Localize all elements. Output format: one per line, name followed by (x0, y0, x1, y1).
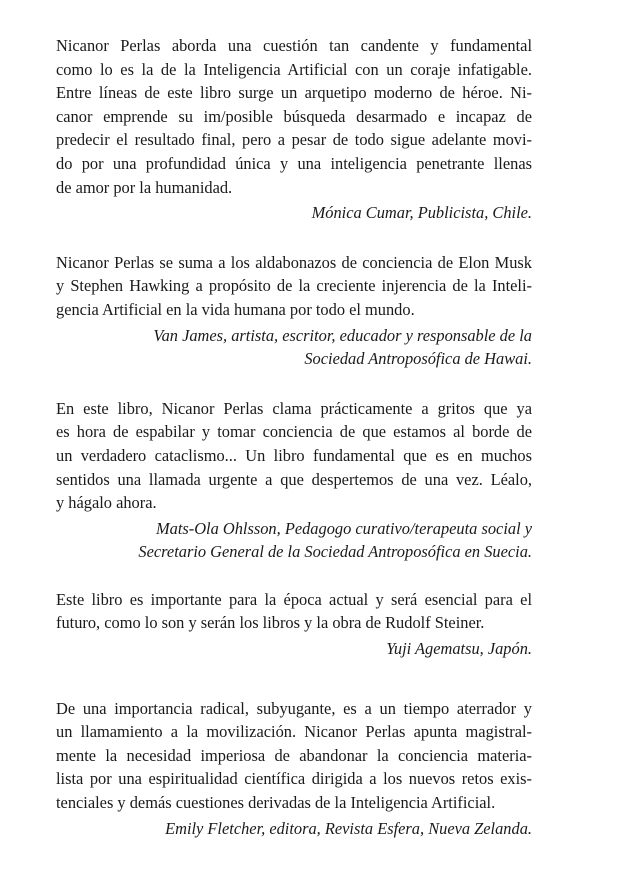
testimonial-quote (56, 397, 532, 515)
testimonial-quote (56, 697, 532, 815)
quote-line: gencia Artificial en la vida humana por todo el mundo. (56, 299, 415, 319)
attribution-line: Sociedad Antroposófica de Hawai. (304, 349, 532, 369)
testimonial-quote (56, 251, 532, 322)
testimonial-james (56, 251, 532, 371)
testimonial-quote (56, 34, 532, 199)
quote-line: y Stephen Hawking a propósito de la creciente injerencia de la Inteli- (56, 276, 532, 296)
quote-line: mente la necesidad imperiosa de abandonar la conciencia materia- (56, 745, 532, 765)
attribution-line: Mats-Ola Ohlsson, Pedagogo curativo/terapeuta social y (155, 518, 532, 538)
quote-line: sentidos una llamada urgente a que despertemos de una vez. Léalo, (56, 469, 532, 489)
testimonial-attribution (56, 201, 532, 225)
testimonial-attribution (56, 637, 532, 661)
quote-line: Nicanor Perlas aborda una cuestión tan candente y fundamental (56, 36, 532, 55)
testimonial-attribution (56, 817, 532, 841)
quote-line: En este libro, Nicanor Perlas clama prácticamente a gritos que ya (56, 398, 532, 418)
testimonial-cumar (56, 34, 532, 225)
quote-line: como lo es la de la Inteligencia Artificial con un coraje infatigable. (56, 59, 532, 79)
quote-line: tenciales y demás cuestiones derivadas de la Inteligencia Artificial. (56, 793, 496, 813)
quote-line: lista por una espiritualidad científica dirigida a los nuevos retos exis- (56, 769, 532, 789)
quote-line: Este libro es importante para la época actual y será esencial para el (56, 589, 532, 609)
quote-line: canor emprende su im/posible búsqueda desarmado e incapaz de (56, 106, 532, 126)
quote-line: Nicanor Perlas se suma a los aldabonazos de conciencia de Elon Musk (56, 252, 532, 272)
attribution-line: Emily Fletcher, editora, Revista Esfera, Nueva Zelanda. (165, 818, 532, 838)
quote-line: predecir el resultado final, pero a pesar de todo sigue adelante movi- (56, 130, 532, 150)
testimonial-fletcher (56, 697, 532, 841)
quote-line: un llamamiento a la movilización. Nicanor Perlas apunta magistral- (56, 722, 532, 742)
testimonial-agematsu (56, 588, 532, 661)
attribution-line: Yuji Agematsu, Japón. (386, 639, 532, 659)
testimonial-attribution (56, 517, 532, 564)
quote-line: de amor por la humanidad. (56, 177, 233, 197)
testimonial-attribution (56, 324, 532, 371)
quote-line: es hora de espabilar y tomar conciencia de que estamos al borde de (56, 422, 532, 442)
attribution-line: Mónica Cumar, Publicista, Chile. (311, 203, 532, 223)
quote-line: un verdadero cataclismo... Un libro fundamental que es en muchos (56, 445, 532, 465)
page-content (56, 34, 532, 862)
quote-line: do por una profundidad única y una inteligencia penetrante llenas (56, 153, 532, 173)
quote-line: Entre líneas de este libro surge un arquetipo moderno de héroe. Ni- (56, 83, 532, 103)
quote-line: y hágalo ahora. (56, 493, 157, 513)
testimonial-quote (56, 588, 532, 635)
attribution-line: Van James, artista, escritor, educador y responsable de la (153, 325, 532, 345)
quote-line: De una importancia radical, subyugante, es a un tiempo aterrador y (56, 698, 532, 718)
attribution-line: Secretario General de la Sociedad Antroposófica en Suecia. (138, 542, 532, 562)
testimonial-ohlsson (56, 397, 532, 564)
quote-line: futuro, como lo son y serán los libros y la obra de Rudolf Steiner. (56, 613, 485, 633)
